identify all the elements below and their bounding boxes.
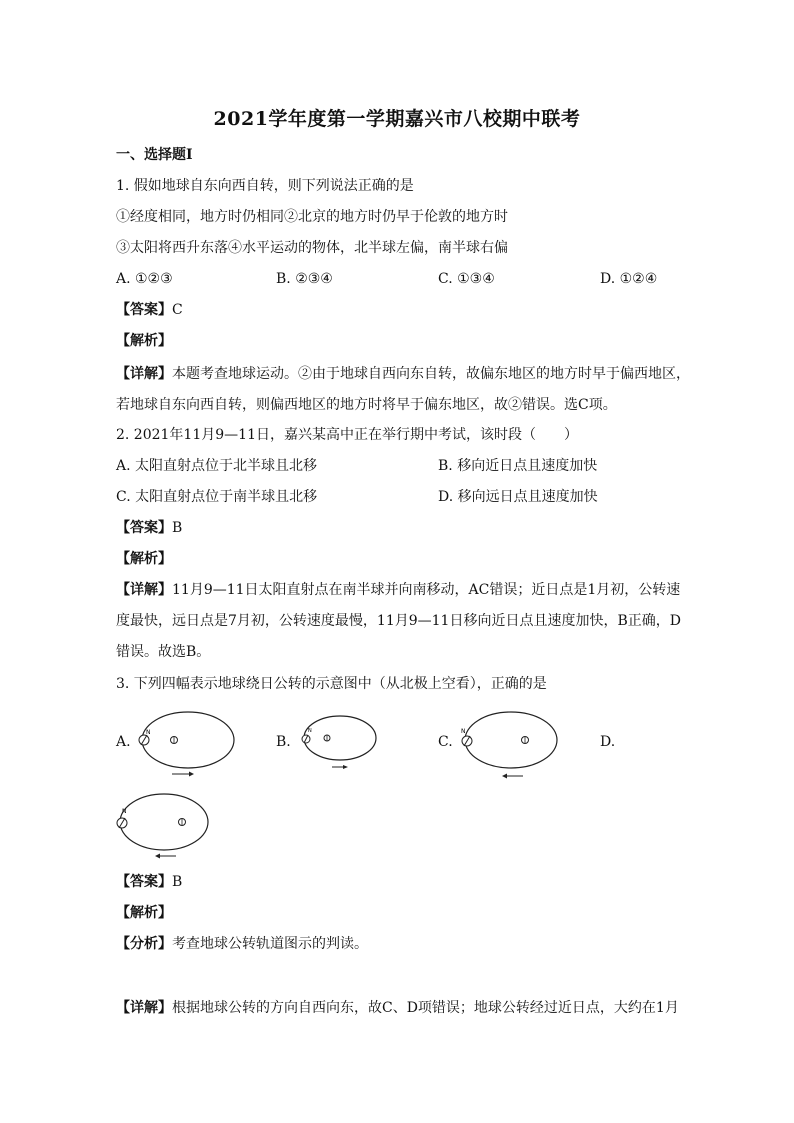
q2-option-c: C. 太阳直射点位于南半球且北移: [116, 489, 318, 505]
q3-label-b: B.: [276, 734, 291, 750]
north-label: N: [122, 808, 127, 815]
q1-option-b: B. ②③④: [276, 271, 333, 287]
north-label: N: [146, 729, 151, 736]
orbit-ellipse: [465, 712, 557, 768]
q1-answer: [116, 300, 183, 320]
orbit-diagram-b: [296, 712, 384, 774]
north-label: N: [308, 728, 312, 734]
orbit-ellipse: [304, 716, 376, 760]
detail-text: 本题考查地球运动。②由于地球自西向东自转，故偏东地区的地方时早于偏西地区，: [172, 366, 690, 382]
q1-detail-line-2: 若地球自东向西自转，则偏西地区的地方时将早于偏东地区，故②错误。选C项。: [116, 397, 617, 413]
q2-option-d: D. 移向远日点且速度加快: [438, 489, 598, 505]
fenxi-tag: 【分析】: [116, 936, 172, 952]
q1-stem: 1. 假如地球自东向西自转，则下列说法正确的是: [116, 178, 414, 194]
detail-text: 根据地球公转的方向自西向东，故C、D项错误；地球公转经过近日点，大约在1月: [172, 1000, 679, 1016]
q2-detail-line-2: 度最快，远日点是7月初，公转速度最慢，11月9—11日移向近日点且速度加快，B正确，D: [116, 613, 681, 629]
q3-fenxi: [116, 934, 368, 954]
q3-label-c: C.: [438, 734, 453, 750]
fenxi-text: 考查地球公转轨道图示的判读。: [172, 936, 368, 952]
answer-value: B: [172, 520, 183, 536]
sun-icon: [522, 737, 529, 744]
orbit-ellipse: [142, 712, 234, 768]
q1-analysis-tag: 【解析】: [116, 333, 172, 349]
orbit-diagram-d: [112, 790, 212, 864]
arrow-left-icon: [502, 774, 523, 779]
arrow-right-icon: [332, 765, 348, 769]
orbit-diagram-c: [455, 708, 561, 782]
answer-tag: 【答案】: [116, 520, 172, 536]
q1-option-c: C. ①③④: [438, 271, 495, 287]
sun-icon: [324, 735, 330, 741]
detail-tag: 【详解】: [116, 1000, 172, 1016]
sun-icon: [171, 737, 178, 744]
q3-stem: 3. 下列四幅表示地球绕日公转的示意图中（从北极上空看），正确的是: [116, 676, 547, 692]
q2-detail-line-3: 错误。故选B。: [116, 644, 211, 660]
q3-detail-line-1: [116, 998, 679, 1018]
q3-answer: [116, 872, 182, 892]
orbit-ellipse: [120, 794, 208, 850]
q3-analysis-tag: 【解析】: [116, 905, 172, 921]
detail-tag: 【详解】: [116, 366, 172, 382]
arrow-left-icon: [155, 854, 176, 859]
earth-icon: [302, 735, 310, 743]
q2-stem: 2. 2021年11月9—11日，嘉兴某高中正在举行期中考试，该时段（ ）: [116, 427, 578, 443]
earth-icon: [462, 736, 472, 746]
earth-icon: [117, 818, 127, 828]
q2-detail-line-1: [116, 580, 680, 600]
q3-label-d: D.: [600, 734, 616, 750]
q1-statement-2: ③太阳将西升东落④水平运动的物体，北半球左偏，南半球右偏: [116, 240, 508, 256]
q2-option-b: B. 移向近日点且速度加快: [438, 458, 598, 474]
q1-statement-1: ①经度相同，地方时仍相同②北京的地方时仍早于伦敦的地方时: [116, 209, 508, 225]
q2-analysis-tag: 【解析】: [116, 551, 172, 567]
q1-option-d: D. ①②④: [600, 271, 658, 287]
arrow-right-icon: [172, 772, 194, 777]
q2-option-a: A. 太阳直射点位于北半球且北移: [116, 458, 318, 474]
q1-detail-line-1: [116, 364, 690, 384]
q3-label-a: A.: [116, 734, 131, 750]
detail-tag: 【详解】: [116, 582, 172, 598]
q1-option-a: A. ①②③: [116, 271, 173, 287]
section-heading: 一、选择题Ⅰ: [116, 147, 193, 163]
sun-icon: [179, 819, 186, 826]
answer-value: B: [172, 874, 183, 890]
orbit-diagram-a: [136, 708, 248, 782]
page-title: 2021学年度第一学期嘉兴市八校期中联考: [213, 108, 581, 130]
earth-icon: [139, 735, 149, 745]
q2-answer: [116, 518, 182, 538]
answer-tag: 【答案】: [116, 874, 172, 890]
answer-value: C: [172, 302, 183, 318]
answer-tag: 【答案】: [116, 302, 172, 318]
north-label: N: [461, 728, 466, 735]
detail-text: 11月9—11日太阳直射点在南半球并向南移动，AC错误；近日点是1月初，公转速: [172, 582, 681, 598]
